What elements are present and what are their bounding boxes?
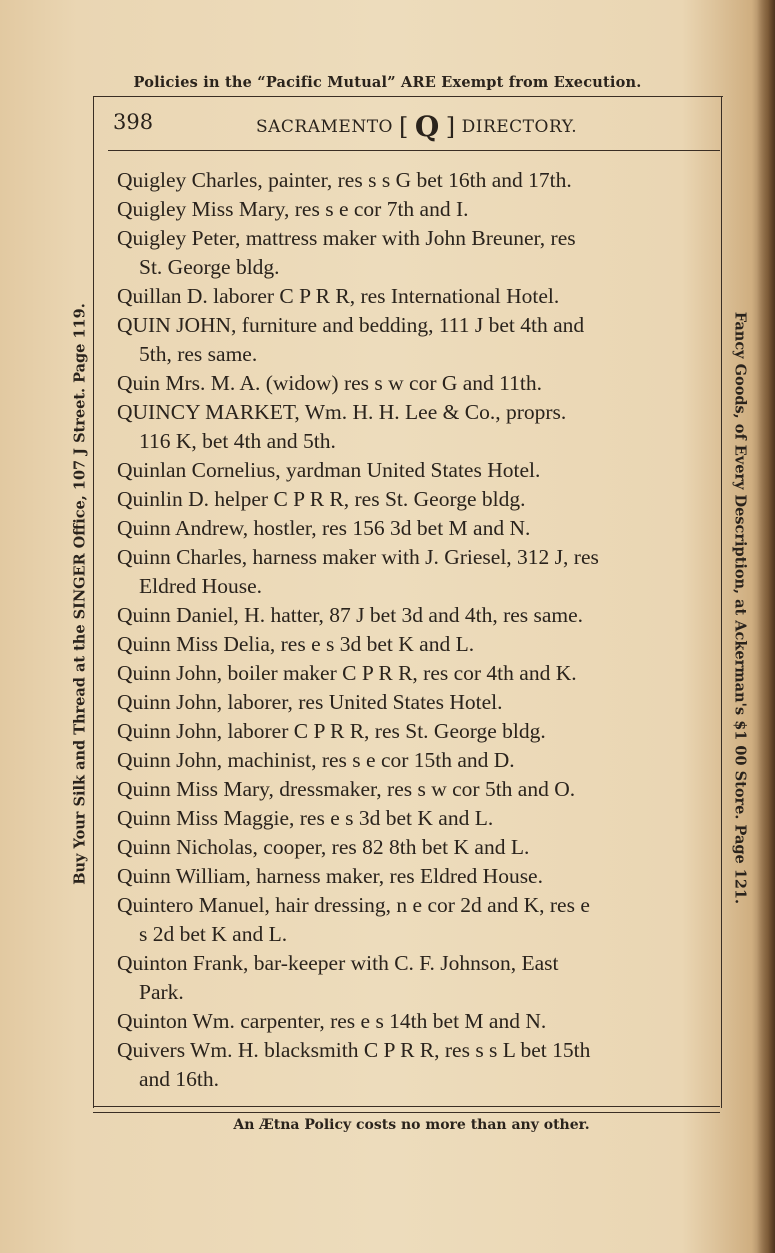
entry-continuation: 5th, res same. [139, 342, 258, 366]
entry-continuation: and 16th. [139, 1067, 220, 1091]
directory-entry [117, 398, 717, 456]
directory-entry [117, 456, 717, 485]
page-edge-shadow [757, 0, 775, 1253]
entry-line: Quinn William, harness maker, res Eldred House. [117, 864, 543, 888]
directory-entry [117, 543, 717, 601]
entry-line: Quinn Charles, harness maker with J. Griesel, 312 J, res [117, 545, 599, 569]
entry-line: Quinn Andrew, hostler, res 156 3d bet M and N. [117, 516, 531, 540]
running-head-bracket-open: [ [398, 112, 409, 141]
entry-line: Quillan D. laborer C P R R, res International Hotel. [117, 284, 560, 308]
directory-entry [117, 1007, 717, 1036]
directory-entry [117, 717, 717, 746]
directory-entry [117, 282, 717, 311]
directory-entry [117, 311, 717, 369]
directory-entry [117, 601, 717, 630]
page-number: 398 [113, 110, 154, 134]
directory-entry [117, 195, 717, 224]
entry-line: Quinlin D. helper C P R R, res St. George bldg. [117, 487, 526, 511]
entry-continuation: Park. [139, 980, 184, 1004]
entry-line: Quinn John, machinist, res s e cor 15th and D. [117, 748, 515, 772]
entry-continuation: Eldred House. [139, 574, 262, 598]
directory-entry [117, 688, 717, 717]
left-margin-text: Buy Your Silk and Thread at the SINGER Office, 107 J Street. Page 119. [71, 303, 89, 885]
directory-entry [117, 949, 717, 1007]
directory-entry [117, 775, 717, 804]
entry-line: Quinn John, laborer C P R R, res St. George bldg. [117, 719, 546, 743]
entry-line: Quinn Daniel, H. hatter, 87 J bet 3d and 4th, res same. [117, 603, 584, 627]
directory-entry [117, 630, 717, 659]
entry-line: Quinlan Cornelius, yardman United States Hotel. [117, 458, 541, 482]
entry-line: Quinn Miss Maggie, res e s 3d bet K and L. [117, 806, 494, 830]
entry-line: QUIN JOHN, furniture and bedding, 111 J bet 4th and [117, 313, 585, 337]
directory-entry [117, 369, 717, 398]
running-head-letter: Q [414, 110, 440, 143]
directory-entry [117, 166, 717, 195]
entry-line: Quigley Miss Mary, res s e cor 7th and I. [117, 197, 469, 221]
directory-entry [117, 833, 717, 862]
directory-entry [117, 659, 717, 688]
directory-entry [117, 746, 717, 775]
entry-line: Quintero Manuel, hair dressing, n e cor 2d and K, res e [117, 893, 590, 917]
entry-continuation: 116 K, bet 4th and 5th. [139, 429, 336, 453]
right-margin-text: Fancy Goods, of Every Description, at Ackerman's $1 00 Store. Page 121. [731, 311, 749, 905]
entry-continuation: St. George bldg. [139, 255, 280, 279]
entry-line: Quinton Wm. carpenter, res e s 14th bet M and N. [117, 1009, 547, 1033]
entry-line: Quigley Charles, painter, res s s G bet 16th and 17th. [117, 168, 572, 192]
directory-entry [117, 891, 717, 949]
directory-entry [117, 224, 717, 282]
frame-bottom-rule [93, 1106, 720, 1107]
directory-entries [117, 166, 717, 1094]
entry-line: Quin Mrs. M. A. (widow) res s w cor G and 11th. [117, 371, 542, 395]
running-head-city: SACRAMENTO [256, 116, 393, 137]
entry-line: Quigley Peter, mattress maker with John Breuner, res [117, 226, 576, 250]
entry-line: Quinn Miss Delia, res e s 3d bet K and L. [117, 632, 475, 656]
directory-entry [117, 862, 717, 891]
running-head [256, 110, 577, 143]
directory-entry [117, 804, 717, 833]
directory-entry [117, 485, 717, 514]
bottom-advertisement: An Ætna Policy costs no more than any other. [233, 1117, 590, 1133]
header-rule [108, 150, 720, 151]
directory-entry [117, 1036, 717, 1094]
entry-continuation: s 2d bet K and L. [139, 922, 288, 946]
entry-line: Quivers Wm. H. blacksmith C P R R, res s s L bet 15th [117, 1038, 591, 1062]
entry-line: Quinton Frank, bar-keeper with C. F. Johnson, East [117, 951, 559, 975]
entry-line: Quinn John, boiler maker C P R R, res cor 4th and K. [117, 661, 577, 685]
entry-line: Quinn John, laborer, res United States Hotel. [117, 690, 503, 714]
directory-entry [117, 514, 717, 543]
frame-bottom-rule-secondary [93, 1112, 720, 1113]
entry-line: Quinn Miss Mary, dressmaker, res s w cor 5th and O. [117, 777, 576, 801]
entry-line: QUINCY MARKET, Wm. H. H. Lee & Co., proprs. [117, 400, 567, 424]
running-head-bracket-close: ] [445, 112, 456, 141]
running-head-section: DIRECTORY. [461, 116, 578, 137]
top-advertisement: Policies in the “Pacific Mutual” ARE Exempt from Execution. [133, 74, 642, 91]
entry-line: Quinn Nicholas, cooper, res 82 8th bet K and L. [117, 835, 530, 859]
